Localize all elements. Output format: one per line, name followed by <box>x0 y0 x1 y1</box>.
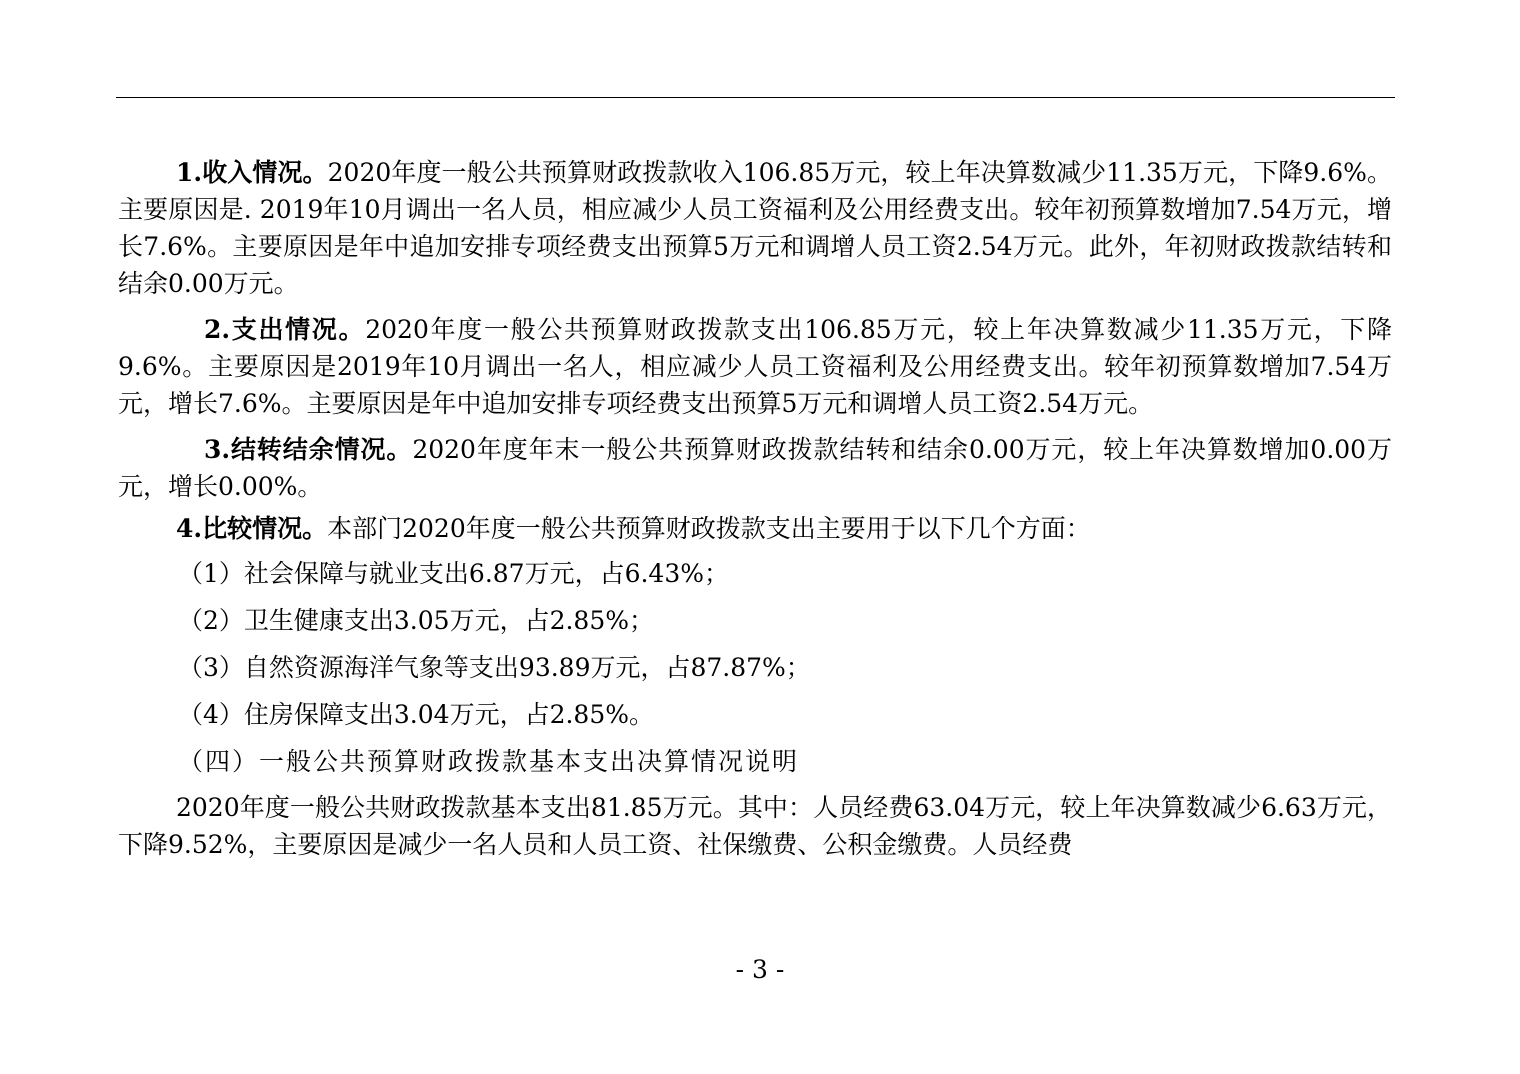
paragraph-balance <box>118 431 1392 505</box>
heading-comparison: 4.比较情况。 <box>176 514 328 543</box>
paragraph-basic-expenditure <box>118 789 1392 863</box>
list-item: （3）自然资源海洋气象等支出93.89万元，占87.87%； <box>178 653 811 682</box>
text-expenditure: 2020年度一般公共预算财政拨款支出106.85万元，较上年决算数减少11.35万元，下降9.6%。主要原因是2019年10月调出一名人，相应减少人员工资福利及公用经费支出。较年初预算数增加7.54万元，增长7.6%。主要原因是年中追加安排专项经费支出预算5万元和调增人员工资2.54万元。 <box>118 315 1393 418</box>
list-item: （2）卫生健康支出3.05万元，占2.85%； <box>178 606 654 635</box>
text-comparison: 本部门2020年度一般公共预算财政拨款支出主要用于以下几个方面： <box>327 514 1091 543</box>
paragraph-expenditure <box>118 311 1392 422</box>
page-number: - 3 - <box>735 955 785 984</box>
section-subheading: （四）一般公共预算财政拨款基本支出决算情况说明 <box>178 747 800 776</box>
header-rule <box>116 97 1395 98</box>
document-body <box>118 154 1392 863</box>
heading-expenditure: 2.支出情况。 <box>204 315 366 344</box>
list-item: （1）社会保障与就业支出6.87万元，占6.43%； <box>178 559 729 588</box>
paragraph-comparison <box>118 510 1392 547</box>
text-income: 2020年度一般公共预算财政拨款收入106.85万元，较上年决算数减少11.35万元，下降9.6%。主要原因是. 2019年10月调出一名人员，相应减少人员工资福利及公用经费支出。较年初预算数增加7.54万元，增长7.6%。主要原因是年中追加安排专项经费支出预算5万元和调增人员工资2.54万元。此外，年初财政拨款结转和结余0.00万元。 <box>118 158 1392 298</box>
text-basic-expenditure: 2020年度一般公共财政拨款基本支出81.85万元。其中：人员经费63.04万元，较上年决算数减少6.63万元，下降9.52%，主要原因是减少一名人员和人员工资、社保缴费、公积金缴费。人员经费 <box>118 793 1392 859</box>
heading-balance: 3.结转结余情况。 <box>204 435 413 464</box>
text-balance: 2020年度年末一般公共预算财政拨款结转和结余0.00万元，较上年决算数增加0.00万元，增长0.00%。 <box>118 435 1392 501</box>
heading-income: 1.收入情况。 <box>176 158 328 187</box>
list-item: （4）住房保障支出3.04万元，占2.85%。 <box>178 700 654 729</box>
paragraph-income <box>118 154 1392 302</box>
